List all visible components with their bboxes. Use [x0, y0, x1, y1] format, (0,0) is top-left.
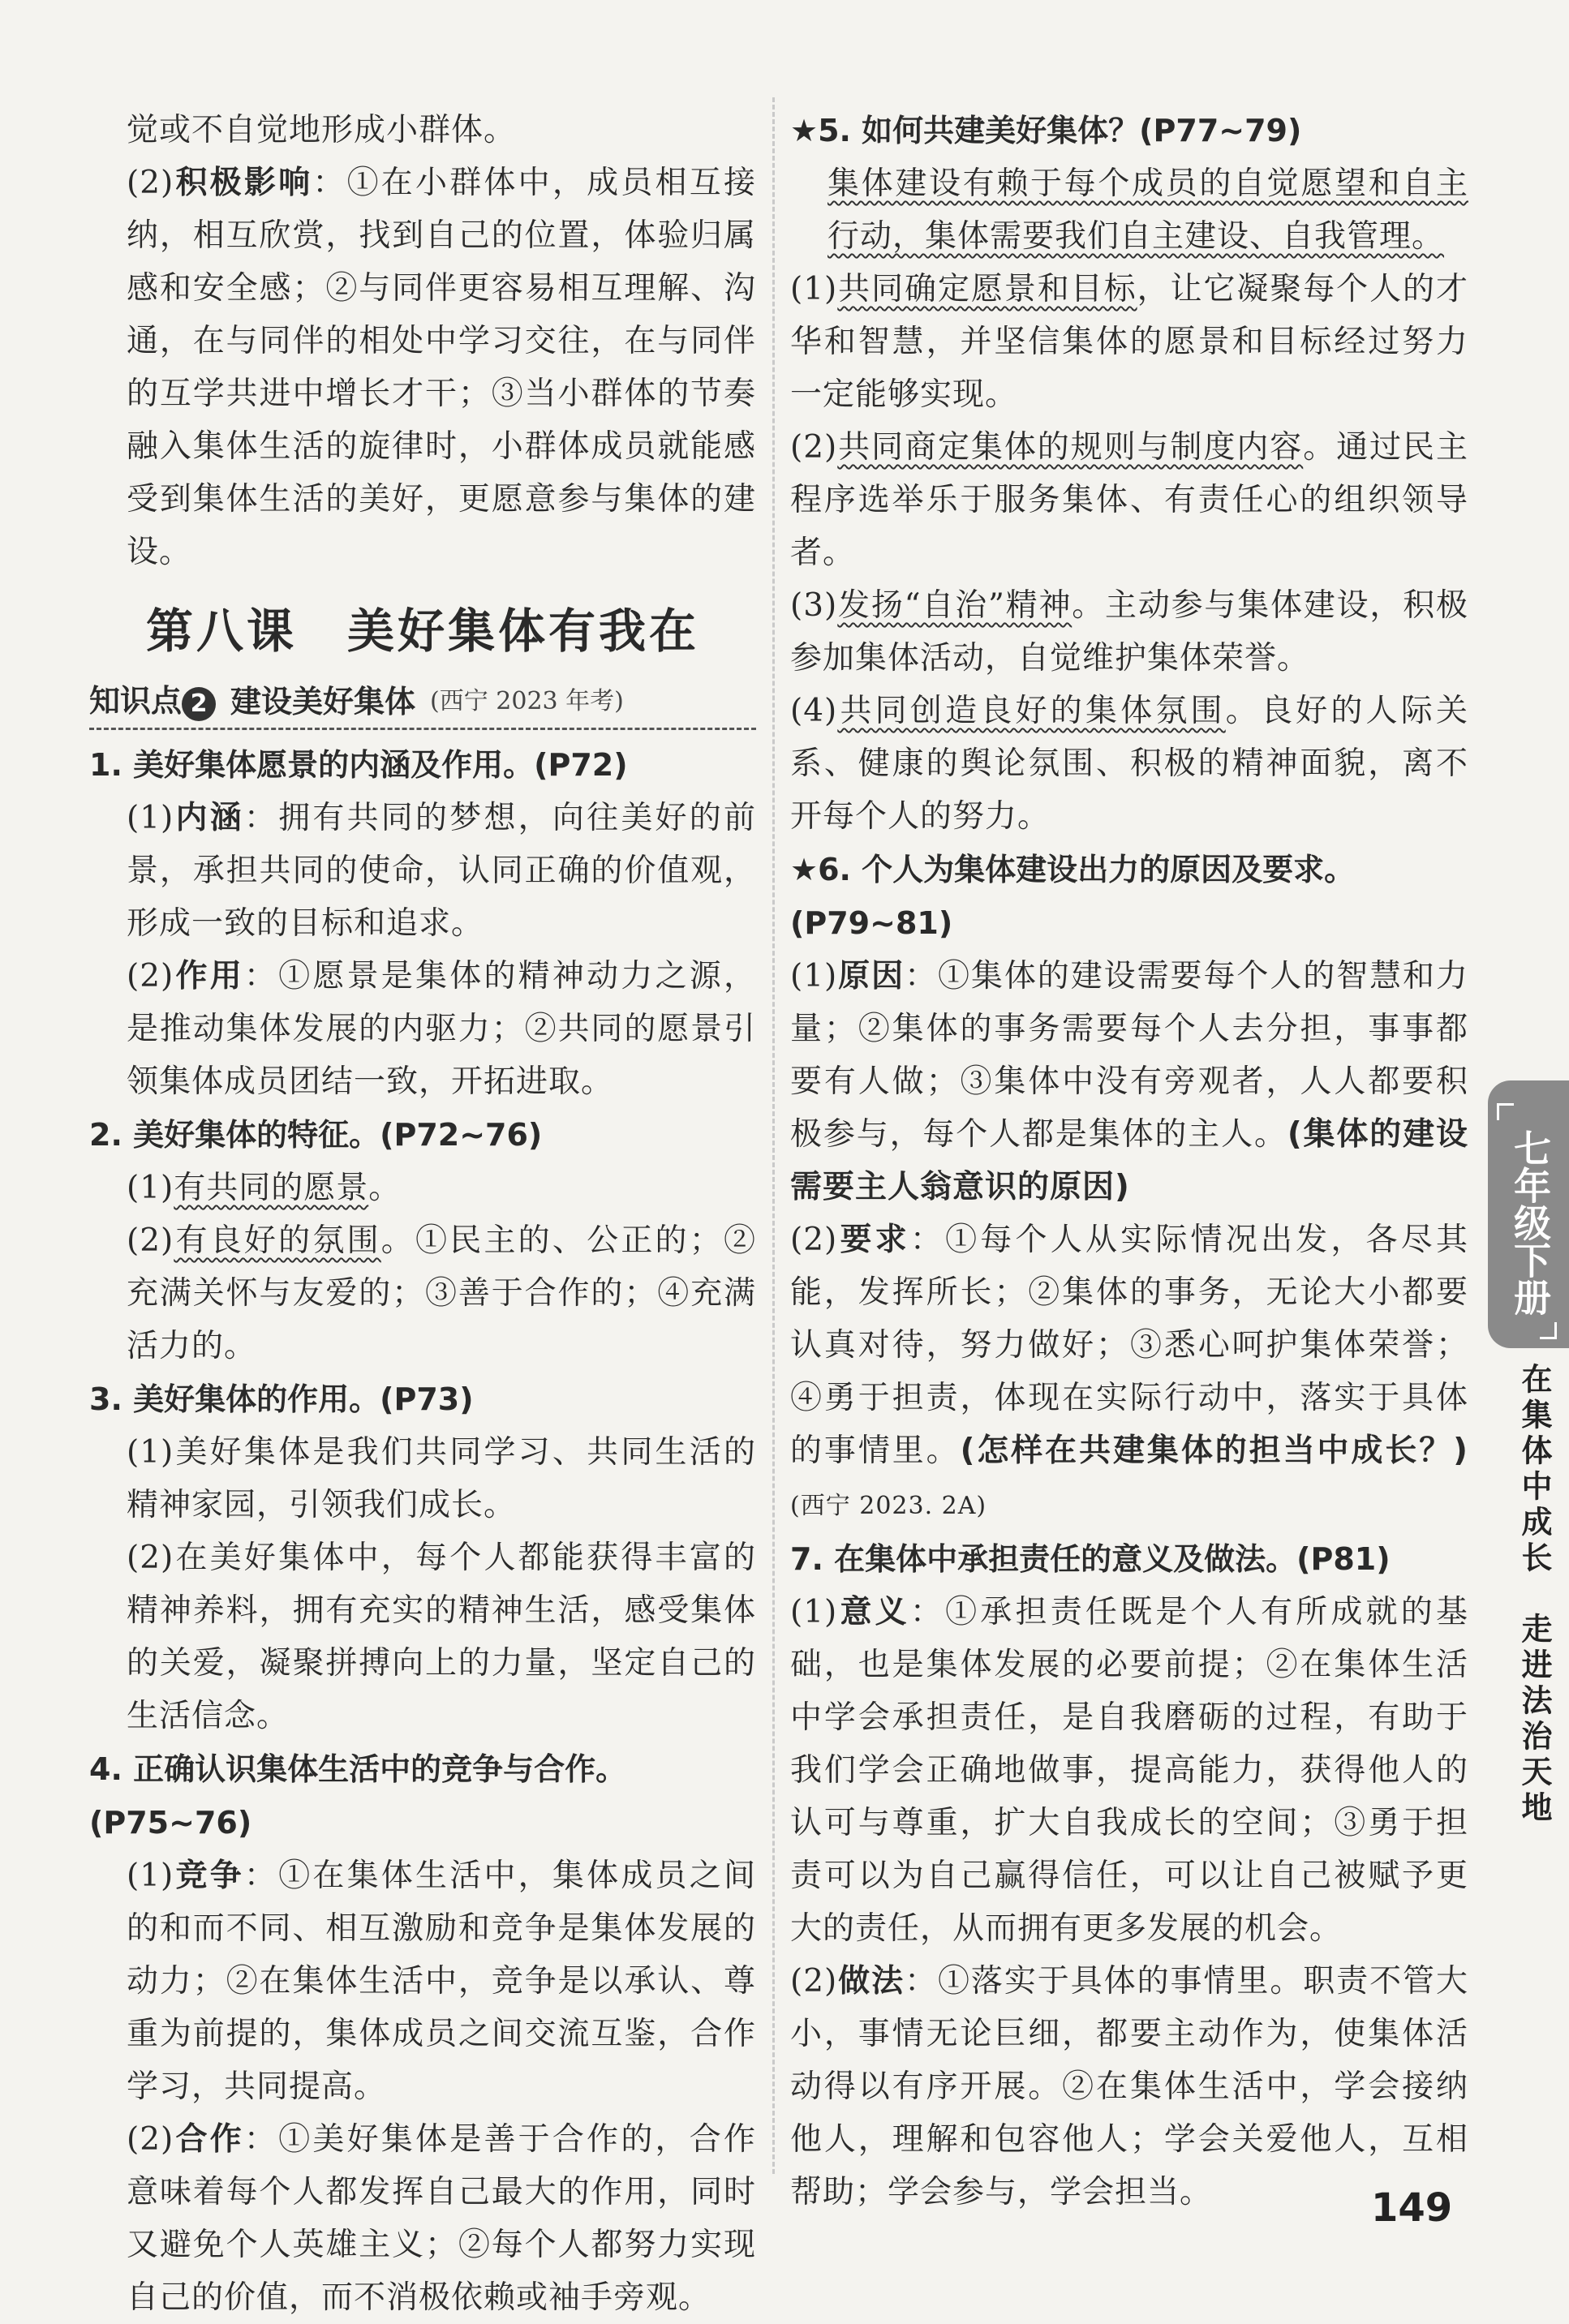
question-1: 1. 美好集体愿景的内涵及作用。(P72) — [89, 747, 628, 783]
wavy-underlined-text: 发扬“自治”精神 — [837, 587, 1073, 624]
intro-line: 觉或不自觉地形成小群体。 — [127, 112, 517, 148]
question-5-part-a: (1)共同确定愿景和目标，让它凝聚每个人的才华和智慧，并坚信集体的愿景和目标经过努力一定能够实现。 — [790, 271, 1468, 413]
wavy-underlined-text: 共同创造良好的集体氛围 — [837, 693, 1226, 729]
wavy-underlined-text: 共同确定愿景和目标 — [837, 271, 1137, 307]
wavy-underlined-text: 集体建设有赖于每个成员的自觉愿望和自主行动，集体需要我们自主建设、自我管理。 — [827, 165, 1468, 255]
question-5-part-b: (2)共同商定集体的规则与制度内容。通过民主程序选举乐于服务集体、有责任心的组织领导者。 — [790, 429, 1468, 571]
question-5: ★5. 如何共建美好集体？(P77~79) — [790, 113, 1302, 148]
wavy-underlined-text: 共同商定集体的规则与制度内容 — [837, 429, 1304, 466]
column-divider — [772, 97, 775, 2174]
question-6-part-a: (1)原因：①集体的建设需要每个人的智慧和力量；②集体的事务需要每个人去分担，事事都要有人做；③集体中没有旁观者，人人都要积极参与，每个人都是集体的主人。(集体的建设需要主人翁意识的原因) — [790, 958, 1468, 1205]
tab-bracket-icon — [1540, 1322, 1557, 1339]
question-7-part-a: (1)意义：①承担责任既是个人有所成就的基础，也是集体发展的必要前提；②在集体生活中学会承担责任，是自我磨砺的过程，有助于我们学会正确地做事，提高能力，获得他人的认可与尊重，扩大自我成长的空间；③勇于担责可以为自己赢得信任，可以让自己被赋予更大的责任，从而拥有更多发展的机会。 — [790, 1594, 1468, 1947]
question-3-part-b: (2)在美好集体中，每个人都能获得丰富的精神养料，拥有充实的精神生活，感受集体的关爱，凝聚拼搏向上的力量，坚定自己的生活信念。 — [127, 1540, 756, 1734]
item-label: 作用 — [174, 958, 244, 994]
question-2-part-b: (2)有良好的氛围。①民主的、公正的；②充满关怀与友爱的；③善于合作的；④充满活力的。 — [127, 1222, 756, 1364]
question-6-part-b: (2)要求：①每个人从实际情况出发，各尽其能，发挥所长；②集体的事务，无论大小都要认真对待，努力做好；③悉心呵护集体荣誉；④勇于担责，体现在实际行动中，落实于具体的事情里。(怎样在共建集体的担当中成长？)(西宁 2023. 2A) — [790, 1222, 1468, 1520]
positive-impact-paragraph: (2)积极影响：①在小群体中，成员相互接纳，相互欣赏，找到自己的位置，体验归属感和安全感；②与同伴更容易相互理解、沟通，在与同伴的相处中学习交往，在与同伴的互学共进中增长才干；③当小群体的节奏融入集体生活的旋律时，小群体成员就能感受到集体生活的美好，更愿意参与集体的建设。 — [127, 165, 756, 570]
question-5-part-d: (4)共同创造良好的集体氛围。良好的人际关系、健康的舆论氛围、积极的精神面貌，离不开每个人的努力。 — [790, 693, 1468, 835]
question-4-part-b: (2)合作：①美好集体是善于合作的，合作意味着每个人都发挥自己最大的作用，同时又避免个人英雄主义；②每个人都努力实现自己的价值，而不消极依赖或袖手旁观。 — [127, 2121, 756, 2316]
question-6: ★6. 个人为集体建设出力的原因及要求。(P79~81) — [790, 852, 1356, 941]
item-label: 做法 — [837, 1963, 905, 2000]
answer-note: (集体的建设需要主人翁意识的原因) — [790, 1116, 1468, 1205]
item-label: 意义 — [837, 1594, 910, 1630]
question-2-part-a: (1)有共同的愿景。 — [127, 1170, 402, 1206]
item-label: 原因 — [837, 958, 905, 994]
knowledge-point-number: 2 — [182, 687, 216, 721]
question-7: 7. 在集体中承担责任的意义及做法。(P81) — [790, 1541, 1391, 1577]
exam-source: (西宁 2023. 2A) — [790, 1492, 987, 1520]
knowledge-point-header — [89, 676, 756, 730]
right-column — [790, 104, 1468, 2219]
positive-impact-text: ①在小群体中，成员相互接纳，相互欣赏，找到自己的位置，体验归属感和安全感；②与同伴更容易相互理解、沟通，在与同伴的相处中学习交往，在与同伴的互学共进中增长才干；③当小群体的节奏融入集体生活的旋律时，小群体成员就能感受到集体生活的美好，更愿意参与集体的建设。 — [127, 165, 756, 570]
knowledge-point-label: 知识点 2 — [89, 676, 216, 721]
question-1-part-b: (2)作用：①愿景是集体的精神动力之源，是推动集体发展的内驱力；②共同的愿景引领集体成员团结一致，开拓进取。 — [127, 958, 756, 1100]
knowledge-point-title: 建设美好集体 — [230, 683, 416, 720]
positive-impact-label: 积极影响 — [174, 165, 313, 201]
tab-bracket-icon — [1497, 1103, 1514, 1120]
question-5-intro — [790, 157, 1468, 263]
page-number: 149 — [1371, 2185, 1453, 2231]
question-3: 3. 美好集体的作用。(P73) — [89, 1381, 474, 1417]
answer-note: (怎样在共建集体的担当中成长？) — [960, 1433, 1468, 1469]
book-title-vertical: 在集体中成长 走进法治天地 — [1516, 1363, 1552, 1827]
question-1-part-a: (1)内涵：拥有共同的梦想，向往美好的前景，承担共同的使命，认同正确的价值观，形成一致的目标和追求。 — [127, 800, 756, 942]
item-label: 合作 — [174, 2121, 244, 2158]
left-column — [89, 104, 756, 2324]
item-label: 竞争 — [174, 1858, 244, 1894]
grade-label: 七年级下册 — [1508, 1129, 1552, 1316]
question-3-part-a: (1)美好集体是我们共同学习、共同生活的精神家园，引领我们成长。 — [127, 1434, 756, 1523]
knowledge-point-source: (西宁 2023 年考) — [430, 687, 624, 715]
item-label: 要求 — [837, 1222, 910, 1258]
lesson-title: 第八课 美好集体有我在 — [145, 604, 699, 659]
question-2: 2. 美好集体的特征。(P72~76) — [89, 1117, 543, 1153]
question-7-part-b: (2)做法：①落实于具体的事情里。职责不管大小，事情无论巨细，都要主动作为，使集体活动得以有序开展。②在集体生活中，学会接纳他人，理解和包容他人；学会关爱他人，互相帮助；学会参与，学会担当。 — [790, 1963, 1468, 2210]
wavy-underlined-text: 有共同的愿景 — [174, 1170, 369, 1206]
question-4-part-a: (1)竞争：①在集体生活中，集体成员之间的和而不同、相互激励和竞争是集体发展的动力；②在集体生活中，竞争是以承认、尊重为前提的，集体成员之间交流互鉴，合作学习，共同提高。 — [127, 1858, 756, 2105]
item-label: 内涵 — [174, 800, 244, 836]
question-4: 4. 正确认识集体生活中的竞争与合作。(P75~76) — [89, 1751, 627, 1841]
wavy-underlined-text: 有良好的氛围 — [174, 1222, 381, 1259]
item-prefix: (2) — [127, 165, 174, 201]
question-5-part-c: (3)发扬“自治”精神。主动参与集体建设，积极参加集体活动，自觉维护集体荣誉。 — [790, 587, 1468, 677]
